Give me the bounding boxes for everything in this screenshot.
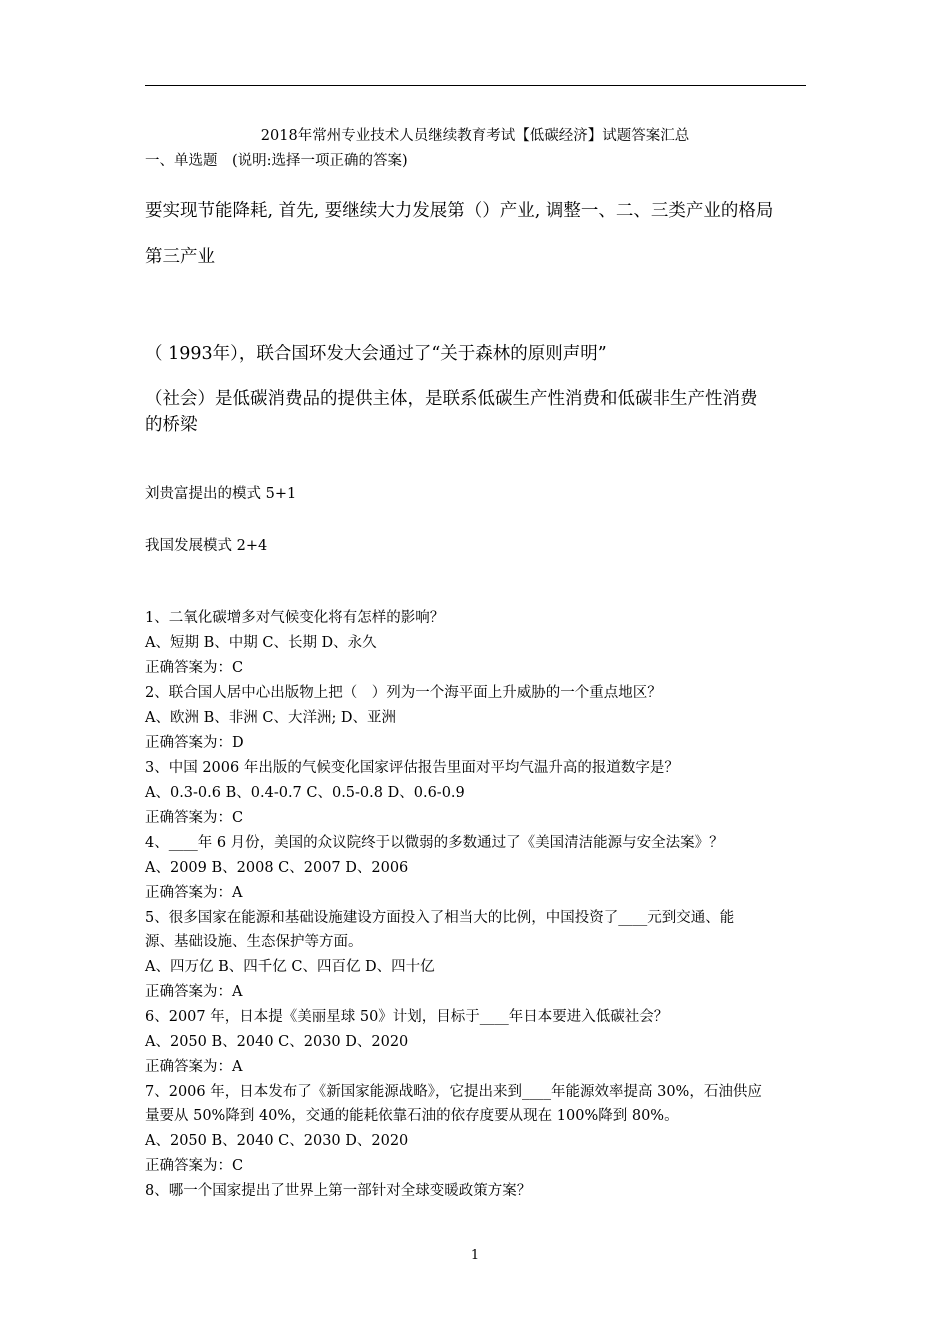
question-line: A、2009 B、2008 C、2007 D、2006 bbox=[145, 860, 409, 876]
question-line: A、四万亿 B、四千亿 C、四百亿 D、四十亿 bbox=[145, 959, 435, 975]
page-number: 1 bbox=[470, 1248, 480, 1263]
question-line: 正确答案为：A bbox=[145, 984, 243, 1000]
document-title: 2018年常州专业技术人员继续教育考试【低碳经济】试题答案汇总 bbox=[260, 128, 690, 144]
question-line: 4、____年 6 月份，美国的众议院终于以微弱的多数通过了《美国清洁能源与安全法案》？ bbox=[145, 835, 724, 851]
question-line: 8、哪一个国家提出了世界上第一部针对全球变暖政策方案？ bbox=[145, 1183, 532, 1199]
intro-line: （ 1993年），联合国环发大会通过了“关于森林的原则声明” bbox=[145, 344, 607, 364]
intro-line: 要实现节能降耗, 首先, 要继续大力发展第（）产业, 调整一、二、三类产业的格局 bbox=[145, 201, 774, 221]
question-line: 5、很多国家在能源和基础设施建设方面投入了相当大的比例，中国投资了____元到交通、能 bbox=[145, 910, 735, 926]
intro-line: 刘贵富提出的模式 5+1 bbox=[145, 486, 297, 502]
question-line: 正确答案为：C bbox=[145, 1158, 244, 1174]
question-line: 正确答案为：D bbox=[145, 735, 244, 751]
question-line: 正确答案为：A bbox=[145, 885, 243, 901]
question-line: 3、中国 2006 年出版的气候变化国家评估报告里面对平均气温升高的报道数字是？ bbox=[145, 760, 679, 776]
question-line: 正确答案为：C bbox=[145, 660, 244, 676]
question-line: 6、2007 年，日本提《美丽星球 50》计划，目标于____年日本要进入低碳社会？ bbox=[145, 1009, 669, 1025]
intro-line: 第三产业 bbox=[145, 247, 215, 267]
question-line: A、短期 B、中期 C、长期 D、永久 bbox=[145, 635, 377, 651]
question-line: 7、2006 年，日本发布了《新国家能源战略》，它提出来到____年能源效率提高 30%，石油供应 bbox=[145, 1084, 762, 1100]
question-line: A、0.3-0.6 B、0.4-0.7 C、0.5-0.8 D、0.6-0.9 bbox=[145, 785, 465, 801]
intro-line: （社会）是低碳消费品的提供主体，是联系低碳生产性消费和低碳非生产性消费 bbox=[145, 389, 758, 409]
question-line: A、2050 B、2040 C、2030 D、2020 bbox=[145, 1034, 409, 1050]
question-line: 1、二氧化碳增多对气候变化将有怎样的影响？ bbox=[145, 610, 445, 626]
intro-line: 的桥梁 bbox=[145, 415, 198, 435]
intro-line: 我国发展模式 2+4 bbox=[145, 538, 268, 554]
question-line: 正确答案为：A bbox=[145, 1059, 243, 1075]
question-line: A、欧洲 B、非洲 C、大洋洲; D、亚洲 bbox=[145, 710, 397, 726]
header-rule bbox=[145, 85, 806, 86]
question-line: 正确答案为：C bbox=[145, 810, 244, 826]
question-line: 2、联合国人居中心出版物上把（ ）列为一个海平面上升威胁的一个重点地区？ bbox=[145, 685, 662, 701]
question-line: 量要从 50%降到 40%，交通的能耗依靠石油的依存度要从现在 100%降到 80%。 bbox=[145, 1108, 679, 1124]
question-line: 源、基础设施、生态保护等方面。 bbox=[145, 934, 363, 950]
question-line: A、2050 B、2040 C、2030 D、2020 bbox=[145, 1133, 409, 1149]
section-heading: 一、单选题 (说明:选择一项正确的答案) bbox=[145, 153, 408, 169]
